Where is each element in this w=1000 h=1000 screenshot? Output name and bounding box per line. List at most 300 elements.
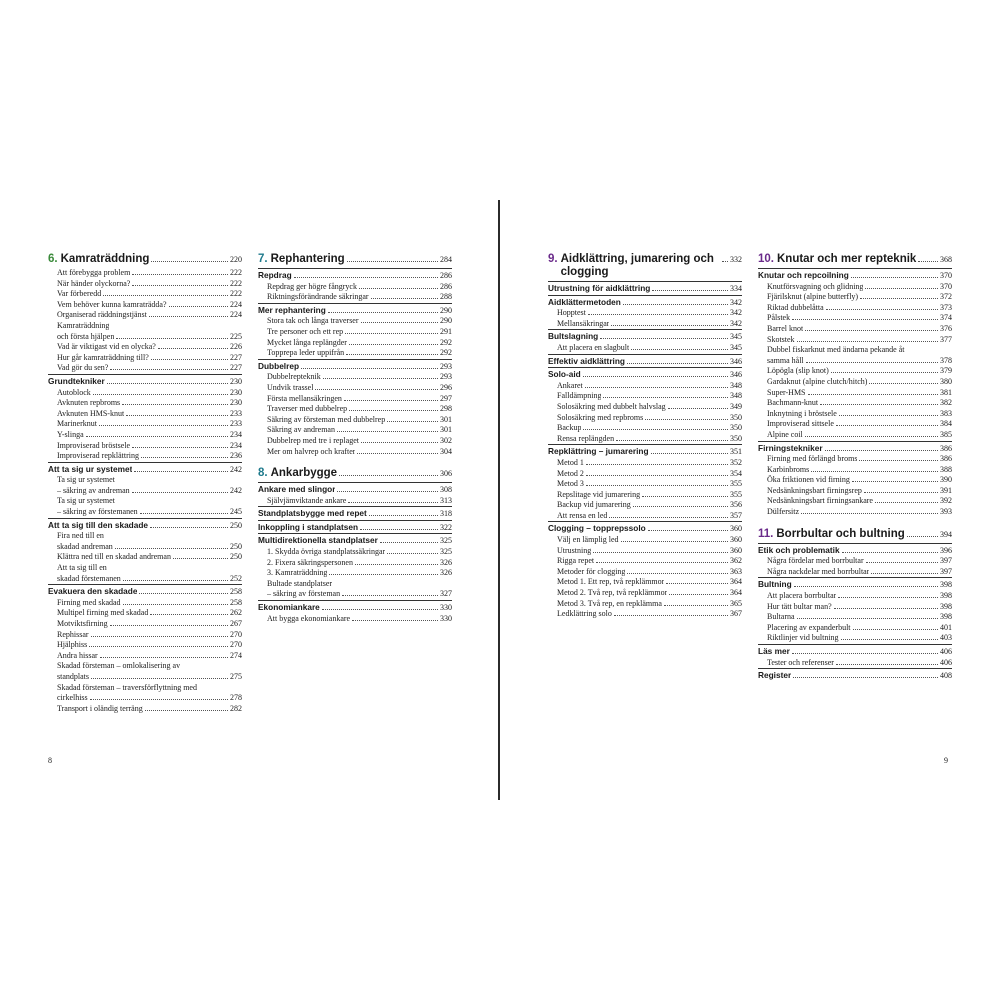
leader-dots: [614, 615, 728, 616]
toc-entry[interactable]: [48, 332, 242, 343]
entry-title: Dubbel fiskarknut med ändarna pekande åt: [767, 345, 905, 355]
leader-dots: [329, 574, 438, 575]
leader-dots: [141, 457, 228, 458]
entry-page: 349: [730, 401, 742, 411]
leader-dots: [583, 376, 728, 377]
toc-entry[interactable]: [258, 568, 452, 579]
entry-page: 397: [940, 566, 952, 576]
toc-section[interactable]: [258, 268, 452, 282]
toc-section[interactable]: [758, 668, 952, 682]
entry-page: 360: [730, 545, 742, 555]
leader-dots: [792, 319, 938, 320]
leader-dots: [918, 261, 938, 262]
toc-entry[interactable]: [258, 372, 452, 383]
toc-entry[interactable]: [258, 558, 452, 569]
toc-entry[interactable]: [758, 335, 952, 346]
chapter-title: Aidklättring, jumarering och clogging: [560, 253, 714, 278]
toc-entry[interactable]: [548, 535, 742, 546]
toc-section[interactable]: [258, 482, 452, 496]
toc-section[interactable]: [548, 367, 742, 381]
entry-page: 290: [440, 305, 452, 315]
toc-column-1: [48, 253, 242, 714]
toc-entry[interactable]: [48, 672, 242, 683]
toc-entry[interactable]: [548, 413, 742, 424]
toc-entry[interactable]: [258, 282, 452, 293]
chapter-heading[interactable]: [758, 528, 952, 541]
toc-entry[interactable]: [548, 567, 742, 578]
entry-title: Ankaret: [557, 380, 583, 390]
toc-section[interactable]: [758, 441, 952, 455]
toc-entry[interactable]: [758, 292, 952, 303]
toc-entry[interactable]: [758, 430, 952, 441]
entry-title: Vem behöver kunna kamraträdda?: [57, 299, 167, 309]
entry-page: 406: [940, 657, 952, 667]
entry-page: 403: [940, 633, 952, 643]
toc-entry[interactable]: [48, 651, 242, 662]
entry-title: Metod 1: [557, 457, 584, 467]
toc-entry[interactable]: [258, 547, 452, 558]
toc-entry[interactable]: [48, 441, 242, 452]
toc-entry[interactable]: [758, 623, 952, 634]
leader-dots: [839, 415, 938, 416]
toc-entry[interactable]: [48, 496, 242, 507]
entry-page: 233: [230, 419, 242, 429]
entry-page: 398: [940, 580, 952, 590]
toc-section[interactable]: [758, 644, 952, 658]
entry-title: Andra hissar: [57, 650, 98, 660]
entry-page: 286: [440, 281, 452, 291]
entry-title: och första hjälpen: [57, 331, 115, 341]
toc-entry[interactable]: [548, 343, 742, 354]
entry-page: 330: [440, 613, 452, 623]
entry-page: 372: [940, 292, 952, 302]
entry-title: Knutförsvagning och glidning: [767, 281, 864, 291]
entry-page: 355: [730, 489, 742, 499]
leader-dots: [806, 362, 938, 363]
toc-entry[interactable]: [48, 388, 242, 399]
entry-title: Riktningsförändrande säkringar: [267, 292, 369, 302]
leader-dots: [93, 394, 228, 395]
entry-title: Standplatsbygge med repet: [258, 508, 367, 519]
entry-page: 291: [440, 326, 452, 336]
toc-entry[interactable]: [758, 612, 952, 623]
toc-entry[interactable]: [548, 511, 742, 522]
entry-page: 318: [440, 509, 452, 519]
leader-dots: [294, 277, 438, 278]
entry-title: Solosäkring med repbroms: [557, 412, 644, 422]
leader-dots: [339, 475, 438, 476]
entry-title: Att ta sig till en: [57, 563, 107, 573]
toc-entry[interactable]: [758, 567, 952, 578]
toc-entry[interactable]: [48, 289, 242, 300]
leader-dots: [838, 597, 938, 598]
chapter-title: Kamraträddning: [60, 253, 150, 265]
entry-title: Bultade standplatser: [267, 578, 333, 588]
entry-title: Improviserad repklättring: [57, 451, 139, 461]
toc-entry[interactable]: [258, 394, 452, 405]
leader-dots: [134, 471, 228, 472]
chapter-page: 332: [730, 255, 742, 264]
leader-dots: [355, 564, 438, 565]
toc-entry[interactable]: [548, 381, 742, 392]
toc-entry[interactable]: [758, 465, 952, 476]
toc-entry[interactable]: [258, 614, 452, 625]
toc-entry[interactable]: [258, 404, 452, 415]
toc-entry[interactable]: [548, 458, 742, 469]
toc-entry[interactable]: [258, 338, 452, 349]
toc-section[interactable]: [48, 518, 242, 532]
toc-entry[interactable]: [48, 409, 242, 420]
toc-entry[interactable]: [48, 430, 242, 441]
entry-page: 384: [940, 419, 952, 429]
toc-entry[interactable]: [758, 486, 952, 497]
chapter-heading[interactable]: [258, 467, 452, 480]
entry-title: Barrel knot: [767, 323, 804, 333]
toc-entry[interactable]: [48, 507, 242, 518]
toc-entry[interactable]: [758, 633, 952, 644]
entry-title: Topprepa leder uppifrån: [267, 348, 345, 358]
leader-dots: [593, 552, 728, 553]
leader-dots: [797, 618, 938, 619]
toc-entry[interactable]: [548, 556, 742, 567]
toc-entry[interactable]: [758, 475, 952, 486]
entry-page: 348: [730, 380, 742, 390]
entry-page: 398: [940, 601, 952, 611]
entry-page: 258: [230, 587, 242, 597]
entry-page: 388: [940, 464, 952, 474]
chapter-title: Ankarbygge: [270, 467, 338, 480]
entry-title: Inkoppling i standplatsen: [258, 521, 359, 532]
toc-entry[interactable]: [758, 388, 952, 399]
toc-section[interactable]: [258, 520, 452, 534]
chapter-title: Borrbultar och bultning: [776, 527, 905, 540]
leader-dots: [600, 338, 728, 339]
toc-entry[interactable]: [758, 602, 952, 613]
entry-title: Dülfersitz: [767, 507, 799, 517]
leader-dots: [301, 368, 438, 369]
entry-page: 278: [230, 693, 242, 703]
toc-entry[interactable]: [258, 316, 452, 327]
leader-dots: [645, 419, 728, 420]
entry-title: skadad förstemanen: [57, 573, 121, 583]
toc-entry[interactable]: [758, 282, 952, 293]
toc-entry[interactable]: [758, 496, 952, 507]
chapter-title: Knutar och mer repteknik: [777, 253, 917, 265]
leader-dots: [611, 325, 728, 326]
toc-entry[interactable]: [258, 496, 452, 507]
toc-entry[interactable]: [758, 324, 952, 335]
toc-entry[interactable]: [48, 363, 242, 374]
entry-page: 334: [730, 284, 742, 293]
entry-page: 227: [230, 363, 242, 373]
leader-dots: [357, 453, 438, 454]
toc-entry[interactable]: [758, 303, 952, 314]
leader-dots: [361, 442, 438, 443]
entry-page: 385: [940, 429, 952, 439]
leader-dots: [866, 562, 938, 563]
toc-section[interactable]: [48, 462, 242, 476]
toc-entry[interactable]: [48, 419, 242, 430]
entry-title: Hopptest: [557, 308, 586, 318]
toc-entry[interactable]: [758, 556, 952, 567]
toc-entry[interactable]: [548, 577, 742, 588]
entry-title: Riktlinjer vid bultning: [767, 633, 839, 643]
toc-entry[interactable]: [548, 434, 742, 445]
entry-page: 236: [230, 451, 242, 461]
toc-entry[interactable]: [548, 546, 742, 557]
toc-entry[interactable]: [258, 436, 452, 447]
entry-page: 233: [230, 408, 242, 418]
chapter-number: 10.: [758, 253, 774, 265]
entry-title: Inknytning i bröstsele: [767, 408, 837, 418]
toc-entry[interactable]: [258, 415, 452, 426]
toc-entry[interactable]: [48, 398, 242, 409]
toc-entry[interactable]: [48, 486, 242, 497]
toc-entry[interactable]: [758, 419, 952, 430]
leader-dots: [380, 542, 438, 543]
toc-section[interactable]: [258, 533, 452, 547]
leader-dots: [585, 387, 728, 388]
entry-title: Hur tätt bultar man?: [767, 601, 832, 611]
entry-title: Improviserad bröstsele: [57, 440, 131, 450]
toc-entry[interactable]: [758, 591, 952, 602]
entry-title: Dubbelrepteknik: [267, 372, 321, 382]
toc-entry[interactable]: [258, 447, 452, 458]
leader-dots: [361, 322, 438, 323]
toc-entry[interactable]: [758, 454, 952, 465]
toc-section[interactable]: [758, 577, 952, 591]
toc-entry[interactable]: [48, 640, 242, 651]
toc-entry[interactable]: [48, 661, 242, 672]
toc-entry[interactable]: [548, 423, 742, 434]
entry-title: Fira ned till en: [57, 531, 104, 541]
toc-entry[interactable]: [548, 609, 742, 620]
toc-entry[interactable]: [548, 588, 742, 599]
chapter-heading[interactable]: [758, 253, 952, 266]
toc-entry[interactable]: [258, 589, 452, 600]
toc-entry[interactable]: [758, 345, 952, 356]
toc-entry[interactable]: [48, 268, 242, 279]
entry-page: 350: [730, 423, 742, 433]
entry-title: Bultning: [758, 579, 792, 590]
entry-page: 245: [230, 507, 242, 517]
toc-entry[interactable]: [548, 479, 742, 490]
toc-entry[interactable]: [758, 658, 952, 669]
leader-dots: [864, 492, 938, 493]
entry-title: Metoder för clogging: [557, 566, 626, 576]
entry-page: 292: [440, 337, 452, 347]
chapter-heading[interactable]: [258, 253, 452, 266]
toc-section[interactable]: [258, 303, 452, 317]
entry-page: 222: [230, 278, 242, 288]
leader-dots: [110, 369, 228, 370]
toc-entry[interactable]: [758, 313, 952, 324]
leader-dots: [722, 261, 728, 262]
toc-entry[interactable]: [258, 579, 452, 590]
entry-title: Vad gör du sen?: [57, 363, 109, 373]
leader-dots: [834, 608, 938, 609]
leader-dots: [820, 404, 938, 405]
toc-entry[interactable]: [48, 321, 242, 332]
toc-entry[interactable]: [48, 475, 242, 486]
entry-page: 286: [440, 271, 452, 280]
toc-entry[interactable]: [48, 619, 242, 630]
entry-page: 325: [440, 547, 452, 557]
entry-title: Att placera en slagbult: [557, 342, 630, 352]
entry-title: Motviktsfirning: [57, 619, 108, 628]
entry-title: – säkring av andreman: [57, 485, 130, 495]
entry-title: Solo-aid: [548, 369, 581, 380]
entry-title: Multipel firning med skadad: [57, 608, 149, 618]
entry-page: 367: [730, 609, 742, 619]
entry-page: 378: [940, 355, 952, 365]
toc-entry[interactable]: [758, 398, 952, 409]
toc-entry[interactable]: [758, 377, 952, 388]
leader-dots: [648, 530, 728, 531]
toc-column-4: [758, 253, 952, 682]
entry-title: skadad andreman: [57, 541, 113, 551]
toc-section[interactable]: [758, 543, 952, 557]
entry-title: Metod 3. Två rep, en repklämma: [557, 598, 662, 608]
toc-entry[interactable]: [48, 451, 242, 462]
entry-page: 267: [230, 619, 242, 628]
chapter-heading[interactable]: [548, 253, 742, 279]
toc-section[interactable]: [758, 268, 952, 282]
leader-dots: [588, 314, 728, 315]
toc-entry[interactable]: [48, 279, 242, 290]
toc-entry[interactable]: [258, 292, 452, 303]
entry-page: 357: [730, 510, 742, 520]
toc-section[interactable]: [548, 444, 742, 458]
toc-entry[interactable]: [548, 308, 742, 319]
entry-title: Bachmann-knut: [767, 398, 819, 408]
entry-title: Självjämviktande ankare: [267, 495, 347, 505]
entry-page: 242: [230, 485, 242, 495]
toc-entry[interactable]: [258, 425, 452, 436]
toc-entry[interactable]: [548, 319, 742, 330]
entry-page: 304: [440, 446, 452, 456]
leader-dots: [347, 261, 438, 262]
toc-entry[interactable]: [758, 409, 952, 420]
toc-entry[interactable]: [758, 356, 952, 367]
entry-page: 376: [940, 323, 952, 333]
leader-dots: [907, 536, 938, 537]
leader-dots: [801, 513, 938, 514]
entry-page: 290: [440, 316, 452, 326]
toc-entry[interactable]: [548, 490, 742, 501]
entry-title: Knutar och repcoilning: [758, 270, 849, 280]
entry-title: Metod 1. Ett rep, två repklämmor: [557, 577, 665, 587]
leader-dots: [853, 629, 938, 630]
chapter-page: 368: [940, 255, 952, 264]
toc-entry[interactable]: [48, 300, 242, 311]
toc-entry[interactable]: [758, 366, 952, 377]
entry-page: 222: [230, 289, 242, 299]
entry-page: 360: [730, 524, 742, 534]
entry-title: Backup: [557, 423, 582, 433]
toc-entry[interactable]: [48, 342, 242, 353]
toc-entry[interactable]: [48, 310, 242, 321]
entry-title: Aidklättermetoden: [548, 296, 621, 307]
toc-entry[interactable]: [258, 327, 452, 338]
toc-entry[interactable]: [48, 683, 242, 694]
toc-entry[interactable]: [48, 531, 242, 542]
entry-title: standplats: [57, 671, 89, 681]
entry-page: 362: [730, 556, 742, 566]
leader-dots: [126, 415, 228, 416]
toc-entry[interactable]: [48, 542, 242, 553]
entry-title: Att placera borrbultar: [767, 591, 837, 601]
entry-page: 258: [230, 597, 242, 607]
toc-section[interactable]: [258, 600, 452, 614]
toc-section[interactable]: [548, 521, 742, 535]
entry-page: 351: [730, 447, 742, 457]
entry-title: 3. Kamraträddning: [267, 568, 328, 578]
toc-entry[interactable]: [48, 552, 242, 563]
toc-section[interactable]: [48, 374, 242, 388]
leader-dots: [151, 261, 228, 262]
leader-dots: [586, 475, 728, 476]
entry-title: Solosäkring med dubbelt halvslag: [557, 401, 666, 411]
toc-entry[interactable]: [48, 563, 242, 574]
leader-dots: [825, 450, 938, 451]
toc-entry[interactable]: [758, 507, 952, 518]
entry-title: Alpine coil: [767, 429, 803, 439]
toc-entry[interactable]: [258, 383, 452, 394]
toc-section[interactable]: [548, 281, 742, 295]
toc-section[interactable]: [258, 359, 452, 373]
entry-page: 386: [940, 454, 952, 464]
leader-dots: [99, 425, 228, 426]
toc-entry[interactable]: [548, 391, 742, 402]
entry-title: Några fördelar med borrbultar: [767, 556, 864, 566]
toc-section[interactable]: [48, 584, 242, 598]
toc-entry[interactable]: [48, 704, 242, 715]
toc-section[interactable]: [548, 295, 742, 309]
entry-title: Firningstekniker: [758, 442, 823, 453]
toc-section[interactable]: [548, 354, 742, 368]
toc-entry[interactable]: [48, 353, 242, 364]
toc-entry[interactable]: [548, 469, 742, 480]
toc-entry[interactable]: [48, 608, 242, 619]
toc-entry[interactable]: [48, 598, 242, 609]
entry-page: 326: [440, 568, 452, 578]
toc-entry[interactable]: [548, 599, 742, 610]
entry-title: Traverser med dubbelrep: [267, 404, 348, 414]
leader-dots: [169, 306, 228, 307]
entry-page: 298: [440, 404, 452, 414]
leader-dots: [586, 485, 728, 486]
entry-title: Dubbelrep: [258, 360, 300, 371]
entry-title: Undvik trassel: [267, 382, 314, 392]
toc-entry[interactable]: [48, 630, 242, 641]
entry-title: Evakuera den skadade: [48, 586, 138, 597]
toc-entry[interactable]: [48, 574, 242, 585]
toc-entry[interactable]: [48, 693, 242, 704]
toc-section[interactable]: [258, 506, 452, 520]
leader-dots: [859, 460, 938, 461]
entry-page: 270: [230, 640, 242, 650]
toc-section[interactable]: [548, 329, 742, 343]
leader-dots: [132, 274, 228, 275]
toc-entry[interactable]: [548, 500, 742, 511]
entry-title: Rephissar: [57, 629, 89, 639]
toc-entry[interactable]: [258, 348, 452, 359]
leader-dots: [349, 410, 438, 411]
toc-entry[interactable]: [548, 402, 742, 413]
chapter-heading[interactable]: [48, 253, 242, 266]
entry-title: Avknuten repbroms: [57, 398, 121, 408]
